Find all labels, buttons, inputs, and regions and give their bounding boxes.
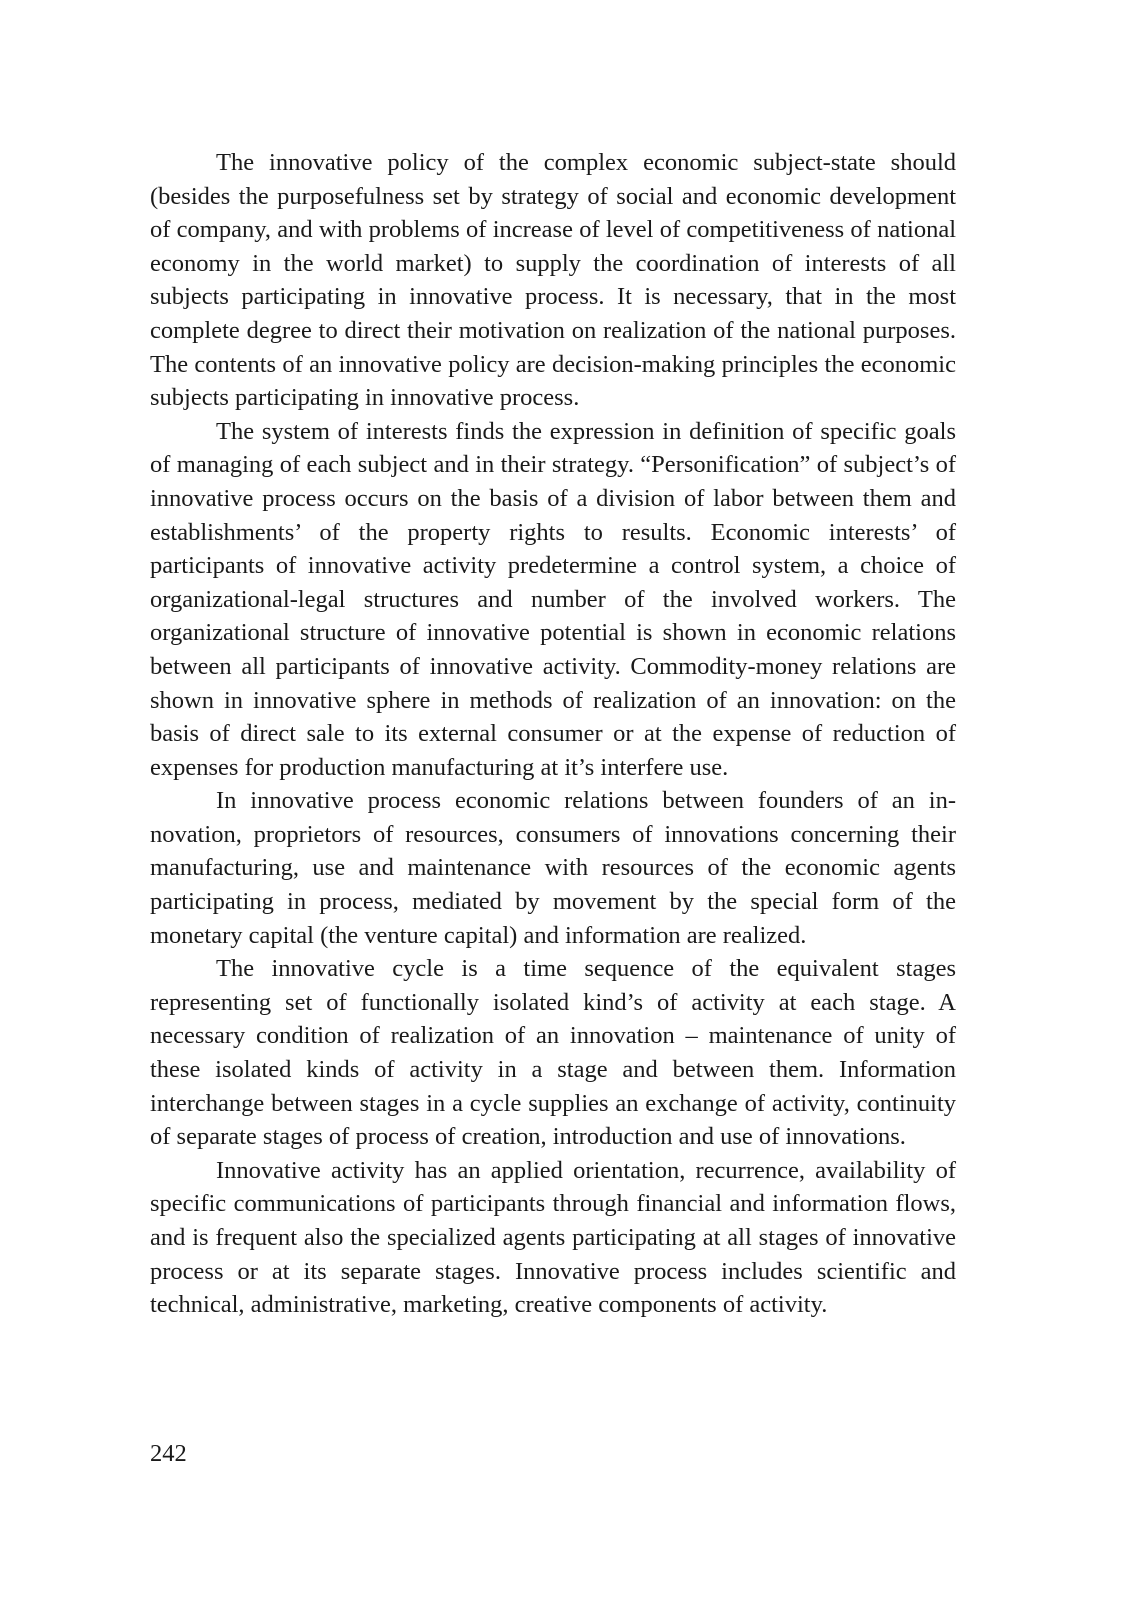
paragraph-5: Innovative activity has an applied orientation, recurrence, availability of specific communications of participants through financial and information flows, and is frequent also the specialized agents participating at all stages of innovative process or at its separate stages. Innovative process includes scientific and technical, administrative, marketing, creative components of activity. bbox=[150, 1156, 956, 1319]
paragraph-4: The innovative cycle is a time sequence of the equivalent stages representing set of functionally isolated kind’s of activity at each stage. A necessary condition of realization of an innovation – maintenance of unity of these isolated kinds of activity in a stage and between them. Information interchange between stages in a cycle supplies an exchange of activity, continuity of separate stages of process of creation, introduction and use of innovations. bbox=[150, 955, 956, 1151]
document-body bbox=[150, 146, 956, 1322]
paragraph-3: In innovative process economic relations between founders of an innovation, proprietors of resources, consumers of innovations concerning their manufacturing, use and maintenance with resources of the economic agents participating in process, mediated by movement by the special form of the monetary capital (the venture capital) and information are realized. bbox=[150, 787, 956, 949]
paragraph-2: The system of interests finds the expression in definition of specific goals of managing of each subject and in their strategy. “Personification” of subject’s of innovative process occurs on the basis of a division of labor between them and establishments’ of the property rights to results. Economic interests’ of participants of innovative activity predetermine a control system, a choice of organizational-legal structures and number of the involved workers. The organizational structure of innovative potential is shown in economic relations between all participants of innovative activity. Commodity-money relations are shown in innovative sphere in methods of realization of an innovation: on the basis of direct sale to its external consumer or at the expense of reduction of expenses for production manufacturing at it’s interfere use. bbox=[150, 417, 956, 781]
paragraph-1: The innovative policy of the complex economic subject-state should (besides the purposefulness set by strategy of social and economic development of company, and with problems of increase of level of competitiveness of national economy in the world market) to supply the coordination of interests of all subjects participating in innovative process. It is necessary, that in the most complete degree to direct their motivation on realization of the national purposes. The contents of an innovative policy are decision-making principles the economic subjects participating in innovative process. bbox=[150, 149, 956, 412]
page-number: 242 bbox=[150, 1440, 187, 1467]
